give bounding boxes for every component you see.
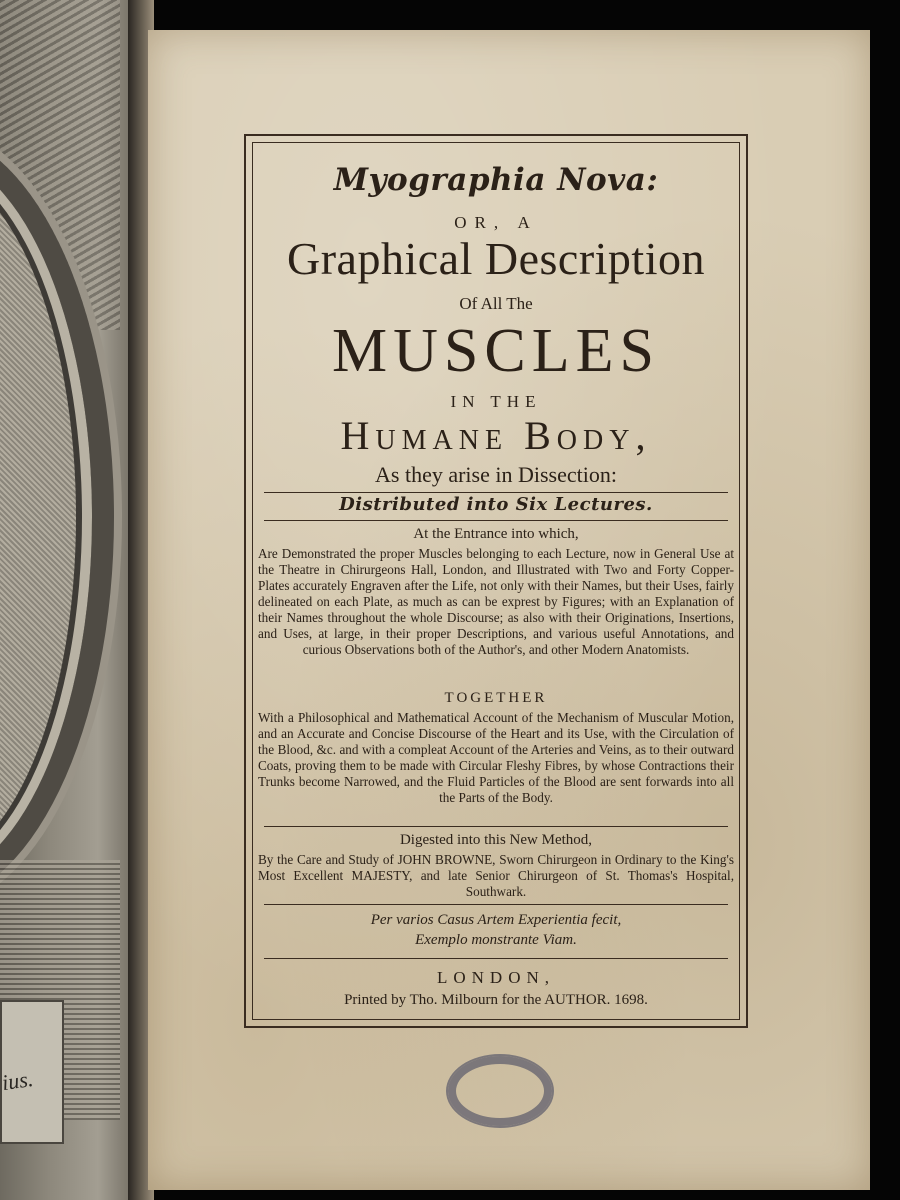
author-paragraph: By the Care and Study of JOHN BROWNE, Sworn Chirurgeon in Ordinary to the King's Most Excellent MAJESTY, and late Senior Chirurgeon of St. Thomas's Hospital, Southwark. (258, 852, 734, 899)
library-stamp (446, 1054, 554, 1128)
together-heading: TOGETHER (444, 690, 548, 706)
digested-line: Digested into this New Method, (399, 832, 593, 848)
subtitle-arise-in-dissection: As they arise in Dissection: (375, 462, 617, 487)
subtitle-humane-body: Humane Body, (340, 413, 652, 458)
distributed-line: Distributed into Six Lectures. (339, 494, 653, 515)
rule-divider (264, 492, 728, 493)
facing-page-caption: ius. (0, 1065, 35, 1096)
title-page-border (244, 134, 748, 1028)
rule-divider (264, 958, 728, 959)
or-line: OR, A (454, 213, 538, 232)
main-title: Myographia Nova: (333, 162, 659, 198)
title-page (148, 30, 870, 1190)
rule-divider (264, 904, 728, 905)
subtitle-graphical-description: Graphical Description (287, 233, 705, 284)
motto-line-1: Per varios Casus Artem Experientia fecit, (370, 912, 622, 928)
motto-line-2: Exemplo monstrante Viam. (415, 932, 577, 948)
subtitle-muscles: MUSCLES (332, 317, 660, 385)
together-paragraph: With a Philosophical and Mathematical Account of the Mechanism of Muscular Motion, and an Accurate and Concise Discourse of the Heart and its Use, with the Circulation of the Blood, &c. and with a compleat Account of the Arteries and Veins, as to their outward Coats, proving them to be made with Circular Fleshy Fibres, by whose Contractions their Trunks become Narrowed, and the Fluid Particles of the Blood are sent forwards into all the Parts of the Body. (258, 710, 734, 805)
imprint-printed-by: Printed by Tho. Milbourn for the AUTHOR. 1698. (344, 992, 648, 1008)
subtitle-in-the: IN THE (450, 392, 542, 411)
facing-page-engraving (0, 0, 140, 1200)
subtitle-of-all-the: Of All The (459, 294, 533, 313)
rule-divider (264, 520, 728, 521)
entrance-line: At the Entrance into which, (413, 526, 579, 542)
description-paragraph: Are Demonstrated the proper Muscles belonging to each Lecture, now in General Use at the Theatre in Chirurgeons Hall, London, and Illustrated with Two and Forty Copper-Plates accurately Engraven after the Life, not only with their Names, but their Uses, fairly delineated on each Plate, as much as can be exprest by Figures; with an Explanation of their Names throughout the whole Discourse; as also with their Originations, Insertions, and Uses, at large, in their proper Descriptions, and various useful Annotations, and curious Observations both of the Author's, and other Modern Anatomists. (258, 546, 734, 657)
imprint-london: LONDON, (436, 968, 556, 987)
rule-divider (264, 826, 728, 827)
